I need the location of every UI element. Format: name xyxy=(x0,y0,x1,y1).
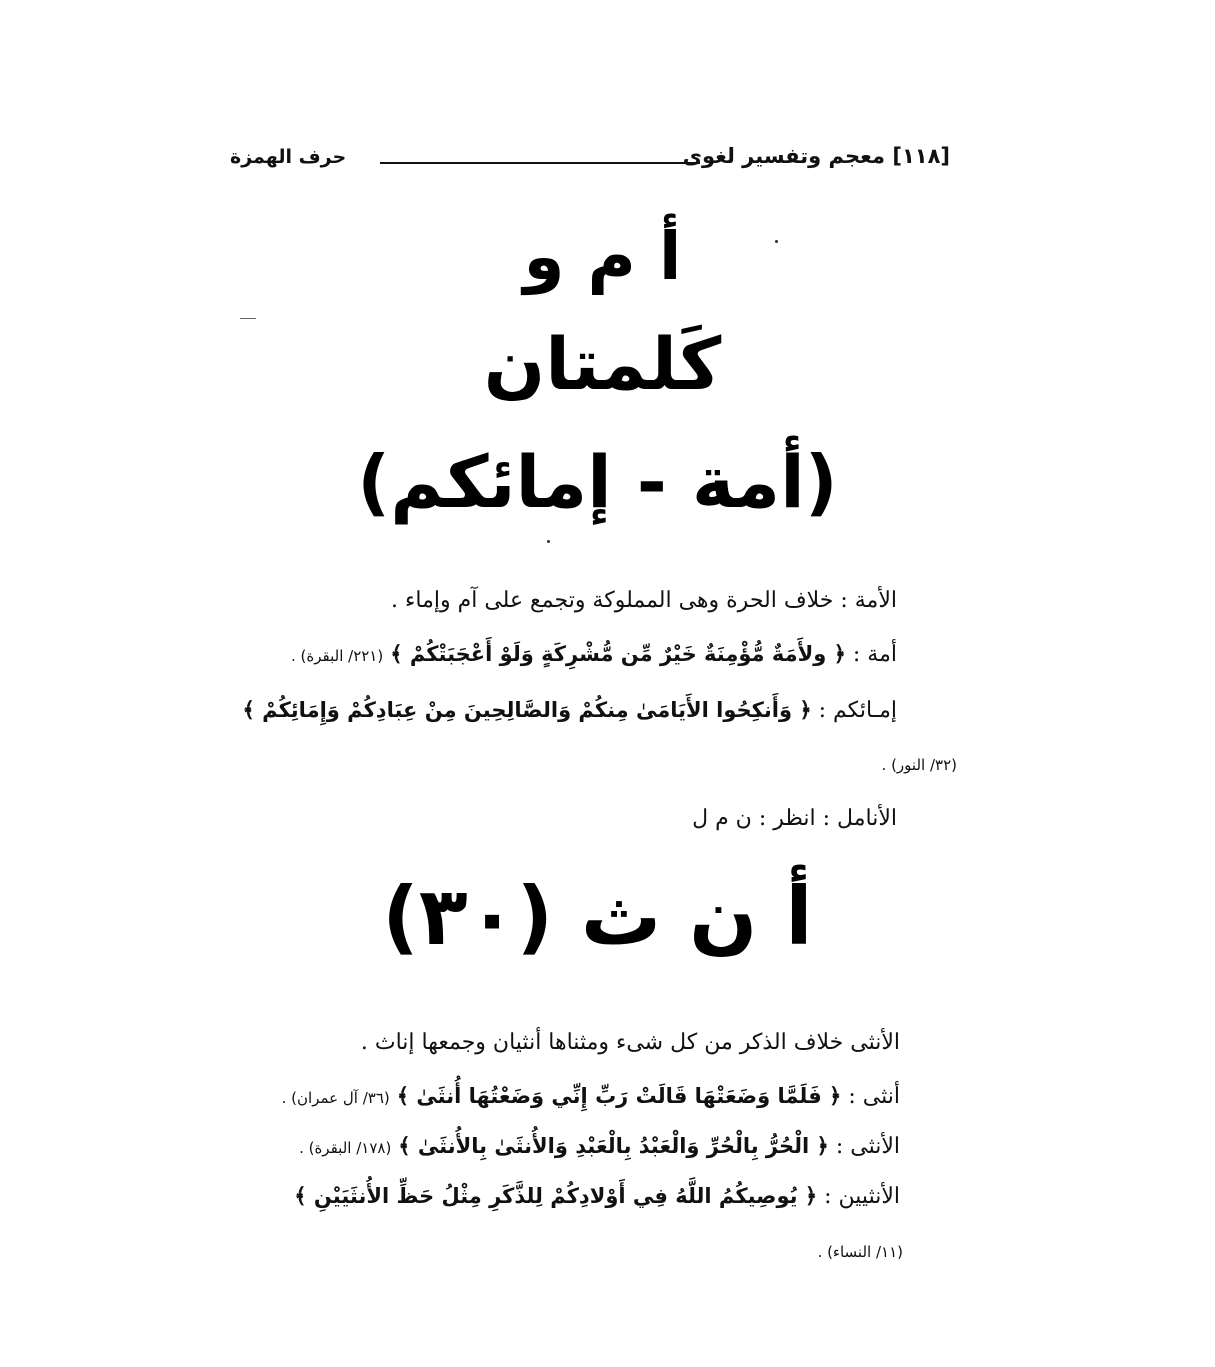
header-book-info xyxy=(683,144,950,168)
page-number: [١١٨] xyxy=(892,144,950,168)
line-label: أمة : xyxy=(852,642,897,667)
entry1-line-1 xyxy=(291,642,897,667)
verse-reference: (١٧٨/ البقرة) . xyxy=(299,1139,392,1157)
verse-reference: (٢٢١/ البقرة) . xyxy=(290,647,384,665)
line-label: إمـائكم : xyxy=(818,698,897,723)
verse-reference: (٣٢/ النور) . xyxy=(881,756,957,774)
verse-reference: (١١/ النساء) . xyxy=(817,1243,903,1261)
quran-verse: ﴿ يُوصِيكُمُ اللَّهُ فِي أَوْلادِكُمْ لِلذَّكَرِ مِثْلُ حَظِّ الأُنثَيَيْنِ ﴾ xyxy=(294,1184,818,1208)
quran-verse: ﴿ فَلَمَّا وَضَعَتْهَا قَالَتْ رَبِّ إِنِّي وَضَعْتُهَا أُنثَىٰ ﴾ xyxy=(396,1084,842,1108)
entry1-definition: الأمة : خلاف الحرة وهى المملوكة وتجمع على آم وإماء . xyxy=(391,588,897,613)
entry1-word-count: كَلمتان xyxy=(483,322,722,406)
entry1-words: (أمة - إمائكم) xyxy=(357,440,838,524)
quran-verse: ﴿ الْحُرُّ بِالْحُرِّ وَالْعَبْدُ بِالْعَبْدِ وَالأُنثَىٰ بِالأُنثَىٰ ﴾ xyxy=(398,1134,829,1158)
margin-mark xyxy=(240,318,256,319)
line-label: الأنثى : xyxy=(835,1134,900,1159)
line-label: الأنثيين : xyxy=(824,1184,900,1209)
entry1-line-2 xyxy=(243,698,898,723)
line-label: أنثى : xyxy=(848,1084,900,1109)
quran-verse: ﴿ وَأَنكِحُوا الأَيَامَىٰ مِنكُمْ وَالصَّالِحِينَ مِنْ عِبَادِكُمْ وَإِمَائِكُمْ ﴾ xyxy=(242,698,812,722)
quran-verse: ﴿ ولأَمَةٌ مُّؤْمِنَةٌ خَيْرٌ مِّن مُّشْرِكَةٍ وَلَوْ أَعْجَبَتْكُمْ ﴾ xyxy=(390,642,846,666)
book-title: معجم وتفسير لغوى xyxy=(682,144,886,168)
entry2-definition: الأنثى خلاف الذكر من كل شىء ومثناها أنثيان وجمعها إناث . xyxy=(360,1030,900,1055)
running-header xyxy=(230,140,950,180)
header-rule xyxy=(380,162,700,164)
entry2-line-2 xyxy=(299,1134,900,1159)
entry2-root: أ ن ث (٣٠) xyxy=(382,870,813,963)
entry2-line-3 xyxy=(294,1184,900,1209)
speck xyxy=(547,540,550,543)
verse-reference: (٣٦/ آل عمران) . xyxy=(281,1089,390,1107)
section-title: حرف الهمزة xyxy=(230,146,347,168)
entry2-line-1 xyxy=(282,1084,900,1109)
entry1-root: أ م و xyxy=(523,218,682,295)
entry1-see-also: الأنامل : انظر : ن م ل xyxy=(692,806,897,831)
